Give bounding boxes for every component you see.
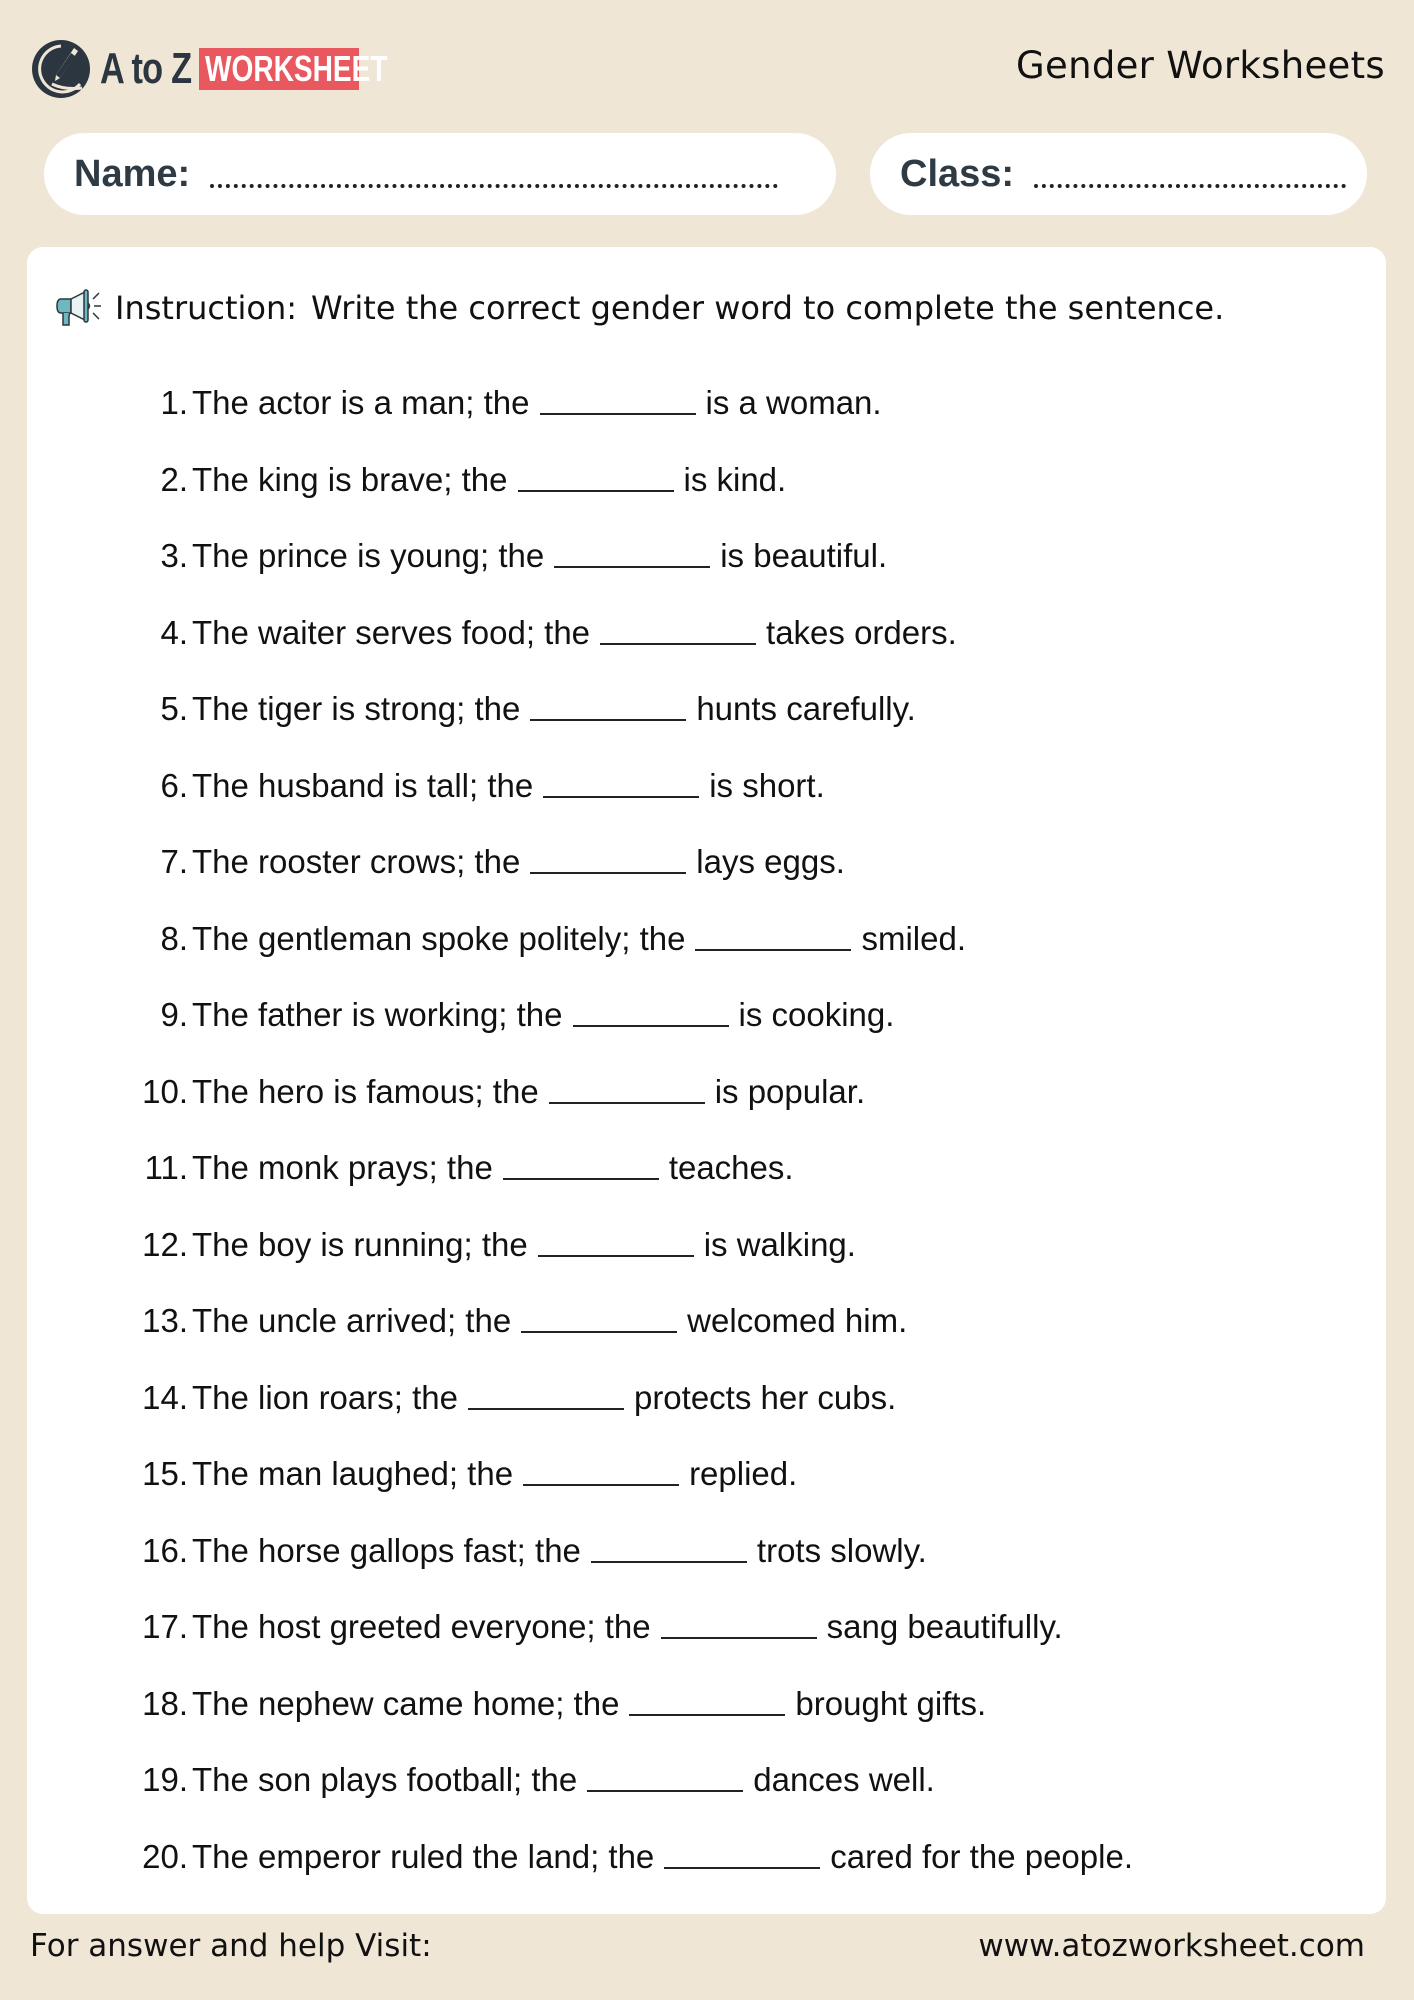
question-text-after: is walking. <box>703 1225 856 1263</box>
answer-blank[interactable] <box>695 949 851 951</box>
question-text-after: is a woman. <box>705 384 882 422</box>
question-item <box>27 1666 1386 1743</box>
question-text-before: The boy is running; the <box>192 1225 528 1263</box>
question-item <box>27 442 1386 519</box>
question-text-before: The monk prays; the <box>192 1149 493 1187</box>
answer-blank[interactable] <box>538 1255 694 1257</box>
question-number: 10. <box>142 1072 188 1110</box>
answer-blank[interactable] <box>549 1102 705 1104</box>
question-text-before: The man laughed; the <box>192 1455 514 1493</box>
question-item <box>27 1819 1386 1896</box>
name-label: Name: <box>74 152 191 195</box>
question-item <box>27 1513 1386 1590</box>
question-item <box>27 1360 1386 1437</box>
question-text-before: The tiger is strong; the <box>192 690 521 728</box>
question-text-before: The nephew came home; the <box>192 1684 620 1722</box>
question-number: 17. <box>142 1608 188 1646</box>
question-text-after: dances well. <box>753 1761 935 1799</box>
class-label: Class: <box>900 152 1015 195</box>
question-number: 6. <box>160 766 188 804</box>
question-list <box>27 365 1386 1895</box>
question-text-before: The uncle arrived; the <box>192 1302 512 1340</box>
question-text-before: The actor is a man; the <box>192 384 530 422</box>
question-text-before: The horse gallops fast; the <box>192 1531 581 1569</box>
answer-blank[interactable] <box>661 1637 817 1639</box>
question-item <box>27 365 1386 442</box>
question-number: 20. <box>142 1837 188 1875</box>
answer-blank[interactable] <box>503 1178 659 1180</box>
instruction <box>55 287 1224 329</box>
question-text-before: The son plays football; the <box>192 1761 578 1799</box>
question-text-after: hunts carefully. <box>696 690 916 728</box>
answer-blank[interactable] <box>587 1790 743 1792</box>
question-text-before: The father is working; the <box>192 996 563 1034</box>
question-item <box>27 518 1386 595</box>
question-number: 4. <box>160 613 188 651</box>
question-item <box>27 1742 1386 1819</box>
answer-blank[interactable] <box>530 872 686 874</box>
instruction-label: Instruction: <box>115 289 298 327</box>
question-item <box>27 1436 1386 1513</box>
question-text-after: cared for the people. <box>830 1837 1133 1875</box>
answer-blank[interactable] <box>521 1331 677 1333</box>
answer-blank[interactable] <box>600 643 756 645</box>
question-item <box>27 748 1386 825</box>
answer-blank[interactable] <box>664 1867 820 1869</box>
question-item <box>27 595 1386 672</box>
worksheet-card <box>27 247 1386 1914</box>
question-text-before: The hero is famous; the <box>192 1072 539 1110</box>
question-number: 9. <box>160 996 188 1034</box>
question-number: 7. <box>160 843 188 881</box>
answer-blank[interactable] <box>629 1714 785 1716</box>
question-item <box>27 824 1386 901</box>
question-text-after: sang beautifully. <box>826 1608 1063 1646</box>
question-text-after: is cooking. <box>738 996 895 1034</box>
name-field[interactable] <box>44 133 836 215</box>
question-number: 15. <box>142 1455 188 1493</box>
question-text-after: replied. <box>689 1455 798 1493</box>
pen-nib-circle-icon <box>30 38 92 100</box>
question-text-after: is kind. <box>683 460 787 498</box>
header <box>0 0 1414 120</box>
megaphone-icon <box>55 287 103 329</box>
logo[interactable] <box>30 38 388 100</box>
footer-website-link[interactable]: www.atozworksheet.com <box>978 1928 1365 1964</box>
class-field[interactable] <box>870 133 1367 215</box>
name-input-line[interactable] <box>210 184 778 188</box>
answer-blank[interactable] <box>573 1025 729 1027</box>
question-number: 16. <box>142 1531 188 1569</box>
question-item <box>27 1589 1386 1666</box>
class-input-line[interactable] <box>1034 184 1346 188</box>
page-title: Gender Worksheets <box>1016 44 1385 87</box>
answer-blank[interactable] <box>530 719 686 721</box>
answer-blank[interactable] <box>543 796 699 798</box>
question-text-before: The lion roars; the <box>192 1378 458 1416</box>
answer-blank[interactable] <box>523 1484 679 1486</box>
question-number: 13. <box>142 1302 188 1340</box>
question-number: 11. <box>144 1149 188 1187</box>
question-number: 12. <box>142 1225 188 1263</box>
question-number: 2. <box>160 460 188 498</box>
question-text-after: teaches. <box>668 1149 794 1187</box>
question-number: 1. <box>160 384 188 422</box>
question-text-before: The rooster crows; the <box>192 843 521 881</box>
question-text-before: The gentleman spoke politely; the <box>192 919 686 957</box>
answer-blank[interactable] <box>468 1408 624 1410</box>
question-number: 18. <box>142 1684 188 1722</box>
question-text-after: welcomed him. <box>687 1302 908 1340</box>
question-text-before: The emperor ruled the land; the <box>192 1837 655 1875</box>
question-item <box>27 977 1386 1054</box>
footer-help-text: For answer and help Visit: <box>30 1928 432 1964</box>
question-text-after: trots slowly. <box>756 1531 927 1569</box>
logo-text-worksheet <box>199 48 388 90</box>
question-item <box>27 1207 1386 1284</box>
question-text-after: is short. <box>709 766 825 804</box>
question-text-after: is beautiful. <box>720 537 888 575</box>
answer-blank[interactable] <box>554 566 710 568</box>
question-item <box>27 671 1386 748</box>
instruction-text: Write the correct gender word to complete the sentence. <box>311 289 1225 327</box>
answer-blank[interactable] <box>518 490 674 492</box>
question-text-after: lays eggs. <box>696 843 845 881</box>
answer-blank[interactable] <box>540 413 696 415</box>
logo-text-atoz: A to Z <box>100 44 192 93</box>
question-number: 8. <box>160 919 188 957</box>
question-item <box>27 1130 1386 1207</box>
logo-worksheet-label: WORKSHEET <box>205 48 388 89</box>
question-text-before: The host greeted everyone; the <box>192 1608 651 1646</box>
question-number: 3. <box>160 537 188 575</box>
question-number: 5. <box>160 690 188 728</box>
question-item <box>27 1054 1386 1131</box>
question-text-before: The waiter serves food; the <box>192 613 591 651</box>
question-item <box>27 901 1386 978</box>
question-number: 19. <box>142 1761 188 1799</box>
question-item <box>27 1283 1386 1360</box>
answer-blank[interactable] <box>591 1561 747 1563</box>
question-text-before: The king is brave; the <box>192 460 508 498</box>
question-text-after: smiled. <box>861 919 967 957</box>
question-text-before: The husband is tall; the <box>192 766 534 804</box>
question-text-after: is popular. <box>714 1072 866 1110</box>
question-text-after: protects her cubs. <box>633 1378 897 1416</box>
question-text-after: takes orders. <box>766 613 957 651</box>
question-number: 14. <box>142 1378 188 1416</box>
question-text-before: The prince is young; the <box>192 537 545 575</box>
question-text-after: brought gifts. <box>795 1684 987 1722</box>
